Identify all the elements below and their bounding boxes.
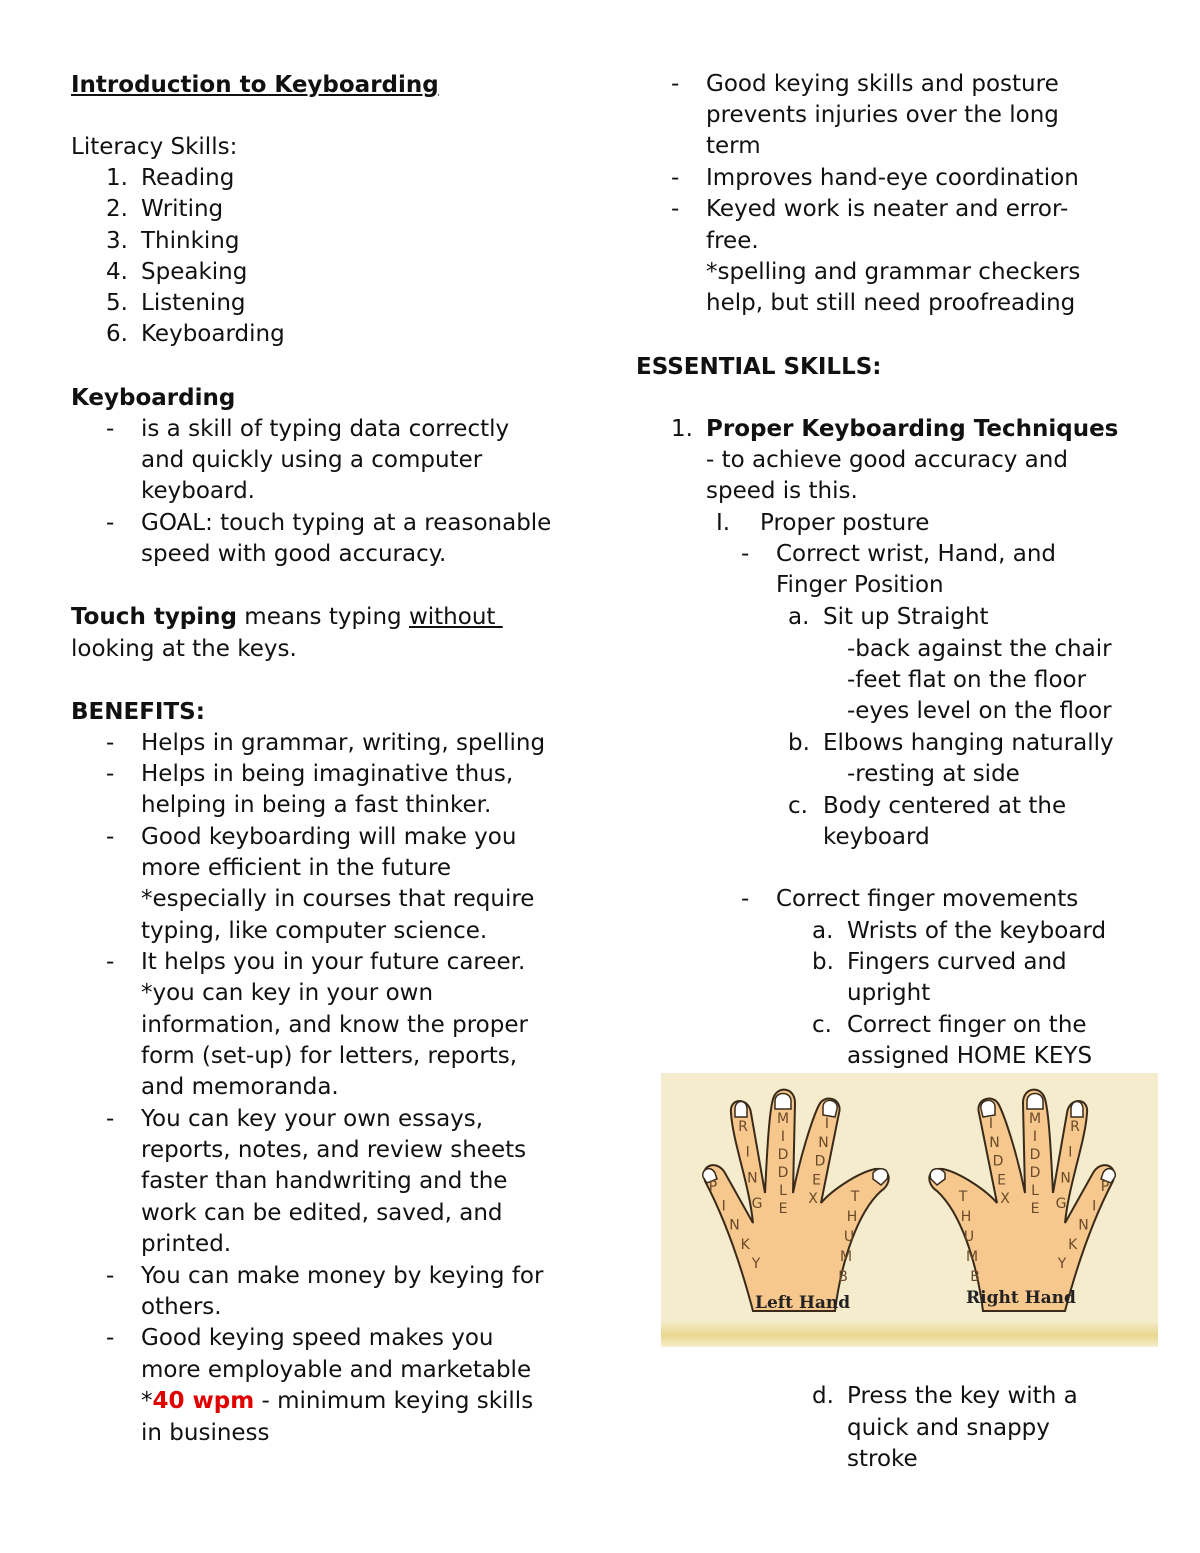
- list-item: Body centered at the: [823, 793, 1067, 819]
- list-item: helping in being a fast thinker.: [141, 792, 492, 818]
- bullet-dash: -: [106, 1263, 115, 1289]
- list-item: keyboard: [823, 824, 930, 850]
- list-item: Elbows hanging naturally: [823, 730, 1114, 756]
- finger-letter: M: [1028, 1111, 1042, 1127]
- list-number: 5.: [106, 290, 128, 316]
- essential-heading: ESSENTIAL SKILLS:: [636, 354, 882, 380]
- finger-letter: D: [777, 1147, 789, 1163]
- bullet-dash: -: [106, 730, 115, 756]
- list-item: stroke: [847, 1446, 918, 1472]
- finger-letter: U: [963, 1229, 975, 1245]
- finger-letter: H: [846, 1209, 858, 1225]
- finger-letter: N: [747, 1170, 758, 1187]
- list-item: free.: [706, 228, 759, 254]
- keyboarding-definition: and quickly using a computer: [141, 447, 483, 473]
- list-number: 1.: [671, 416, 693, 442]
- finger-letter: X: [808, 1191, 818, 1207]
- list-letter: c.: [788, 793, 808, 819]
- checker-note: help, but still need proofreading: [706, 290, 1076, 316]
- bullet-dash: -: [671, 165, 680, 191]
- right-hand-shape: [929, 1090, 1114, 1311]
- roman-numeral: I.: [716, 510, 731, 536]
- wpm-highlight: 40 wpm: [152, 1388, 255, 1414]
- list-item: Good keying speed makes you: [141, 1325, 494, 1351]
- list-item: typing, like computer science.: [141, 918, 488, 944]
- list-item: quick and snappy: [847, 1415, 1050, 1441]
- bullet-dash: -: [106, 1106, 115, 1132]
- list-item: work can be edited, saved, and: [141, 1200, 503, 1226]
- finger-letter: M: [839, 1249, 853, 1265]
- touch-typing-mid: means typing: [237, 604, 409, 630]
- finger-letter: D: [814, 1153, 826, 1170]
- list-letter: b.: [788, 730, 810, 756]
- list-letter: a.: [812, 918, 834, 944]
- finger-letter: N: [818, 1134, 829, 1151]
- touch-typing-line: [71, 602, 503, 633]
- list-item: Sit up Straight: [823, 604, 989, 630]
- literacy-heading: Literacy Skills:: [71, 134, 238, 160]
- list-item: upright: [847, 980, 931, 1006]
- left-hand-label: Left Hand: [755, 1293, 851, 1313]
- bullet-dash: -: [106, 761, 115, 787]
- finger-letter: I: [780, 1129, 786, 1145]
- bullet-dash: -: [671, 196, 680, 222]
- list-item: Keyboarding: [141, 321, 285, 347]
- list-item: Finger Position: [776, 572, 944, 598]
- skill-description: - to achieve good accuracy and: [706, 447, 1068, 473]
- list-item: You can key your own essays,: [141, 1106, 484, 1132]
- finger-letter: L: [1031, 1183, 1039, 1199]
- list-item: Writing: [141, 196, 224, 222]
- list-item: faster than handwriting and the: [141, 1168, 508, 1194]
- list-item: printed.: [141, 1231, 232, 1257]
- finger-letter: H: [960, 1209, 972, 1225]
- list-letter: d.: [812, 1383, 834, 1409]
- finger-letter: E: [997, 1172, 1006, 1189]
- finger-letter: B: [970, 1269, 980, 1285]
- right-hand: [929, 1090, 1115, 1311]
- right-nail: [1027, 1094, 1043, 1110]
- list-item: *you can key in your own: [141, 980, 434, 1006]
- touch-typing-term: Touch typing: [71, 604, 237, 630]
- list-item: Correct finger on the: [847, 1012, 1087, 1038]
- checker-note: *spelling and grammar checkers: [706, 259, 1081, 285]
- list-item: Reading: [141, 165, 235, 191]
- list-number: 3.: [106, 228, 128, 254]
- sub-item: -eyes level on the floor: [847, 698, 1112, 724]
- finger-letter: M: [776, 1111, 790, 1127]
- list-item: Press the key with a: [847, 1383, 1078, 1409]
- list-item: Keyed work is neater and error-: [706, 196, 1069, 222]
- hands-illustration: [661, 1073, 1158, 1347]
- keyboarding-heading: Keyboarding: [71, 385, 236, 411]
- list-letter: b.: [812, 949, 834, 975]
- finger-letter: E: [812, 1172, 821, 1189]
- finger-letter: P: [708, 1179, 718, 1195]
- list-letter: a.: [788, 604, 810, 630]
- finger-letter: I: [1032, 1129, 1038, 1145]
- hands-figure: [661, 1073, 1158, 1347]
- left-hand-shape: [704, 1090, 889, 1311]
- list-number: 6.: [106, 321, 128, 347]
- list-item: in business: [141, 1420, 270, 1446]
- finger-letter: M: [965, 1249, 979, 1265]
- finger-letter: D: [1029, 1165, 1041, 1181]
- list-item: term: [706, 133, 761, 159]
- finger-heading: Correct finger movements: [776, 886, 1079, 912]
- finger-letter: K: [740, 1236, 750, 1253]
- finger-letter: N: [1078, 1217, 1089, 1234]
- list-item: Good keyboarding will make you: [141, 824, 517, 850]
- finger-letter: G: [1055, 1196, 1067, 1212]
- finger-letter: K: [1068, 1236, 1078, 1253]
- list-item: Correct wrist, Hand, and: [776, 541, 1056, 567]
- finger-letter: I: [721, 1198, 726, 1215]
- finger-letter: T: [850, 1189, 860, 1205]
- sub-item: -feet flat on the floor: [847, 667, 1087, 693]
- finger-letter: B: [838, 1269, 848, 1285]
- list-item: Fingers curved and: [847, 949, 1067, 975]
- list-number: 1.: [106, 165, 128, 191]
- left-nail: [735, 1102, 747, 1118]
- left-nail: [775, 1094, 791, 1110]
- list-number: 4.: [106, 259, 128, 285]
- benefits-heading: BENEFITS:: [71, 699, 205, 725]
- finger-letter: T: [958, 1189, 968, 1205]
- list-item: Speaking: [141, 259, 248, 285]
- finger-letter: U: [843, 1229, 855, 1245]
- list-item: Good keying skills and posture: [706, 71, 1059, 97]
- bullet-dash: -: [106, 1325, 115, 1351]
- list-item: Wrists of the keyboard: [847, 918, 1107, 944]
- sub-item: -resting at side: [847, 761, 1020, 787]
- list-item: assigned HOME KEYS: [847, 1043, 1093, 1069]
- bullet-dash: -: [671, 71, 680, 97]
- bullet-dash: -: [106, 510, 115, 536]
- wpm-rest: - minimum keying skills: [254, 1388, 534, 1414]
- list-item: *especially in courses that require: [141, 886, 535, 912]
- left-hand: [703, 1090, 889, 1313]
- bullet-dash: -: [106, 416, 115, 442]
- finger-letter: N: [729, 1217, 740, 1234]
- wpm-star: *: [141, 1388, 153, 1414]
- finger-letter: I: [824, 1116, 830, 1132]
- list-item: Improves hand-eye coordination: [706, 165, 1079, 191]
- bullet-dash: -: [741, 886, 750, 912]
- list-number: 2.: [106, 196, 128, 222]
- list-item: reports, notes, and review sheets: [141, 1137, 527, 1163]
- keyboarding-definition: keyboard.: [141, 478, 255, 504]
- list-item: Listening: [141, 290, 246, 316]
- list-item: information, and know the proper: [141, 1012, 528, 1038]
- skill-description: speed is this.: [706, 478, 858, 504]
- keyboarding-definition: is a skill of typing data correctly: [141, 416, 510, 442]
- sub-item: -back against the chair: [847, 636, 1112, 662]
- touch-typing-line2: looking at the keys.: [71, 636, 297, 662]
- skill-title: Proper Keyboarding Techniques: [706, 416, 1119, 442]
- finger-letter: I: [988, 1116, 994, 1132]
- finger-letter: I: [745, 1144, 750, 1161]
- finger-letter: G: [751, 1196, 763, 1212]
- finger-letter: L: [779, 1183, 787, 1199]
- finger-letter: N: [989, 1134, 1000, 1151]
- right-nail: [1071, 1102, 1083, 1118]
- wpm-line: [141, 1386, 533, 1417]
- list-item: You can make money by keying for: [141, 1263, 544, 1289]
- goal-text: GOAL: touch typing at a reasonable: [141, 510, 552, 536]
- list-item: more employable and marketable: [141, 1357, 532, 1383]
- list-item: form (set-up) for letters, reports,: [141, 1043, 518, 1069]
- finger-letter: Y: [751, 1256, 761, 1272]
- list-item: It helps you in your future career.: [141, 949, 526, 975]
- list-item: others.: [141, 1294, 222, 1320]
- finger-letter: E: [778, 1201, 788, 1217]
- list-item: more efficient in the future: [141, 855, 452, 881]
- finger-letter: D: [1029, 1147, 1041, 1163]
- finger-letter: N: [1060, 1170, 1071, 1187]
- finger-letter: I: [1068, 1144, 1073, 1161]
- list-item: prevents injuries over the long: [706, 102, 1059, 128]
- finger-letter: Y: [1057, 1256, 1067, 1272]
- touch-typing-emphasis: without: [408, 604, 503, 630]
- list-item: Thinking: [141, 228, 240, 254]
- bullet-dash: -: [106, 824, 115, 850]
- finger-letter: D: [777, 1165, 789, 1181]
- list-item: Helps in being imaginative thus,: [141, 761, 514, 787]
- list-letter: c.: [812, 1012, 832, 1038]
- finger-letter: P: [1100, 1179, 1110, 1195]
- finger-letter: E: [1030, 1201, 1040, 1217]
- left-nail: [823, 1100, 837, 1117]
- right-nail: [981, 1100, 995, 1117]
- list-item: Helps in grammar, writing, spelling: [141, 730, 546, 756]
- finger-letter: X: [1000, 1191, 1010, 1207]
- finger-letter: I: [1092, 1198, 1097, 1215]
- finger-letter: R: [1070, 1119, 1080, 1135]
- list-item: and memoranda.: [141, 1074, 339, 1100]
- goal-text: speed with good accuracy.: [141, 541, 447, 567]
- right-hand-label: Right Hand: [966, 1288, 1076, 1308]
- bullet-dash: -: [741, 541, 750, 567]
- posture-title: Proper posture: [760, 510, 930, 536]
- finger-letter: R: [738, 1119, 748, 1135]
- finger-letter: D: [992, 1153, 1004, 1170]
- page-title: Introduction to Keyboarding: [71, 72, 439, 98]
- bullet-dash: -: [106, 949, 115, 975]
